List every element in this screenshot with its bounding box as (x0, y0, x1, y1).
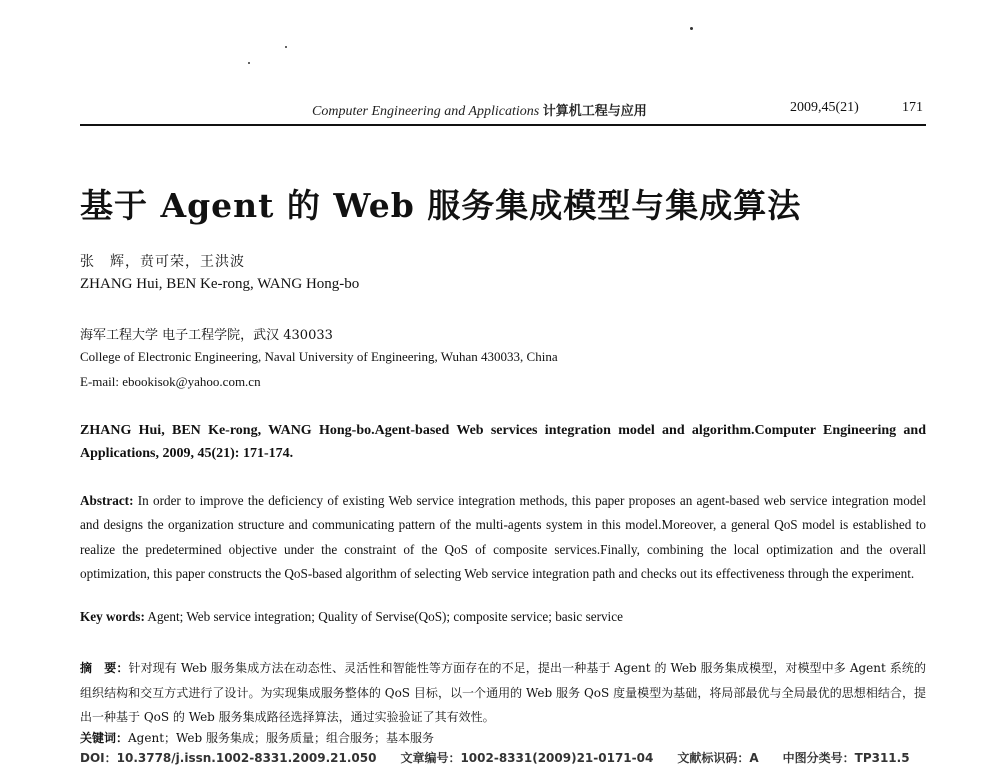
page-number: 171 (902, 100, 923, 115)
abstract-cn (80, 656, 926, 730)
keywords-cn-label: 关键词： (80, 731, 129, 745)
authors-en: ZHANG Hui, BEN Ke-rong, WANG Hong-bo (80, 276, 360, 292)
abstract-en-label: Abstract: (80, 493, 134, 508)
scan-speck (248, 62, 250, 64)
scan-speck (285, 46, 287, 48)
running-header-journal (312, 100, 647, 120)
paper-title: 基于 Agent 的 Web 服务集成模型与集成算法 (80, 186, 802, 225)
authors-cn: 张 辉，贲可荣，王洪波 (80, 254, 245, 270)
keywords-cn (80, 729, 434, 746)
abstract-cn-text: 针对现有 Web 服务集成方法在动态性、灵活性和智能性等方面存在的不足，提出一种基于 Agent 的 Web 服务集成模型，对模型中多 Agent 系统的组织结构和交互方式进行了设计。为实现集成服务整体的 QoS 目标，以一个通用的 Web 服务 QoS 度量模型为基础，将局部最优与全局最优的思想相结合，提出一种基于 QoS 的 Web 服务集成路径选择算法，通过实验验证了其有效性。 (80, 661, 926, 724)
author-email: E-mail: ebookisok@yahoo.com.cn (80, 374, 261, 389)
scan-speck (690, 27, 693, 30)
doi-line: DOI：10.3778/j.issn.1002-8331.2009.21.050 文章编号：1002-8331(2009)21-0171-04 文献标识码：A 中图分类号：TP311.5 (80, 751, 910, 765)
abstract-en-text: In order to improve the deficiency of existing Web service integration methods, this paper proposes an agent-based web service integration model and designs the organization structure and communicating pattern of the multi-agents system in this model.Moreover, a general QoS model is established to realize the predetermined objective under the constraint of the QoS of composite services.Finally, combining the local optimization and the overall optimization, this paper constructs the QoS-based algorithm of selecting Web service integration path and checks out its effectiveness through the experiment. (80, 493, 927, 582)
journal-name-en: Computer Engineering and Applications (312, 104, 540, 119)
journal-issue: 2009,45(21) (790, 100, 859, 115)
keywords-en-text: Agent; Web service integration; Quality of Servise(QoS); composite service; basic service (147, 609, 623, 624)
affiliation-cn: 海军工程大学 电子工程学院，武汉 430033 (80, 328, 333, 343)
abstract-cn-label: 摘 要： (80, 661, 129, 675)
journal-name-cn: 计算机工程与应用 (542, 104, 647, 119)
keywords-en-label: Key words: (80, 609, 145, 624)
keywords-en (80, 609, 926, 625)
abstract-en (80, 489, 926, 587)
citation-block: ZHANG Hui, BEN Ke-rong, WANG Hong-bo.Agent-based Web services integration model and algorithm.Computer Engineering and Applications, 2009, 45(21): 171-174. (80, 423, 926, 461)
keywords-cn-text: Agent；Web 服务集成；服务质量；组合服务；基本服务 (128, 731, 434, 745)
affiliation-en: College of Electronic Engineering, Naval University of Engineering, Wuhan 430033, China (80, 349, 558, 364)
header-rule (80, 124, 926, 126)
